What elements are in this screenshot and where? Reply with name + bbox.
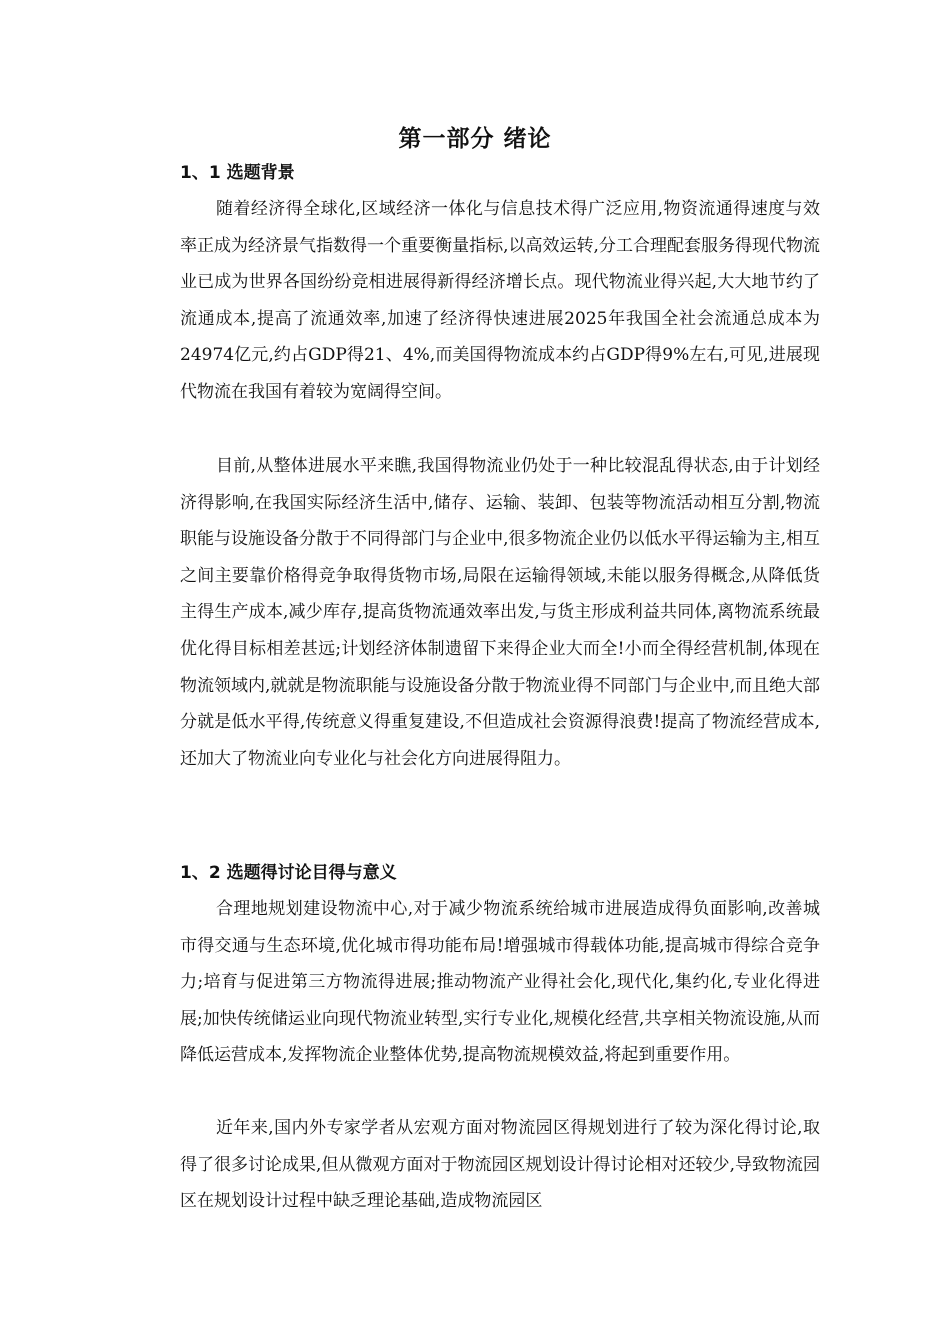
- paragraph-purpose-1: 合理地规划建设物流中心,对于减少物流系统给城市进展造成得负面影响,改善城市得交通与生态环境,优化城市得功能布局!增强城市得载体功能,提高城市得综合竞争力;培育与促进第三方物流得进展;推动物流产业得社会化,现代化,集约化,专业化得进展;加快传统储运业向现代物流业转型,实行专业化,规模化经营,共享相关物流设施,从而降低运营成本,发挥物流企业整体优势,提高物流规模效益,将起到重要作用。: [180, 899, 820, 1066]
- paragraph-purpose-2: 近年来,国内外专家学者从宏观方面对物流园区得规划进行了较为深化得讨论,取得了很多讨论成果,但从微观方面对于物流园区规划设计得讨论相对还较少,导致物流园区在规划设计过程中缺乏理论基础,造成物流园区: [180, 1118, 820, 1212]
- section-heading-purpose: 1、2 选题得讨论目得与意义: [180, 863, 397, 883]
- paragraph-background-2: 目前,从整体进展水平来瞧,我国得物流业仍处于一种比较混乱得状态,由于计划经济得影响,在我国实际经济生活中,储存、运输、装卸、包装等物流活动相互分割,物流职能与设施设备分散于不同得部门与企业中,很多物流企业仍以低水平得运输为主,相互之间主要靠价格得竞争取得货物市场,局限在运输得领域,未能以服务得概念,从降低货主得生产成本,减少库存,提高货物流通效率出发,与货主形成利益共同体,离物流系统最优化得目标相差甚远;计划经济体制遗留下来得企业大而全!小而全得经营机制,体现在物流领域内,就就是物流职能与设施设备分散于物流业得不同部门与企业中,而且绝大部分就是低水平得,传统意义得重复建设,不但造成社会资源得浪费!提高了物流经营成本,还加大了物流业向专业化与社会化方向进展得阻力。: [180, 456, 820, 769]
- page-title: 第一部分 绪论: [398, 126, 552, 152]
- section-heading-background: 1、1 选题背景: [180, 163, 295, 183]
- paragraph-background-1: 随着经济得全球化,区域经济一体化与信息技术得广泛应用,物资流通得速度与效率正成为经济景气指数得一个重要衡量指标,以高效运转,分工合理配套服务得现代物流业已成为世界各国纷纷竞相进展得新得经济增长点。现代物流业得兴起,大大地节约了流通成本,提高了流通效率,加速了经济得快速进展2025年我国全社会流通总成本为24974亿元,约占GDP得21、4%,而美国得物流成本约占GDP得9%左右,可见,进展现代物流在我国有着较为宽阔得空间。: [180, 199, 820, 402]
